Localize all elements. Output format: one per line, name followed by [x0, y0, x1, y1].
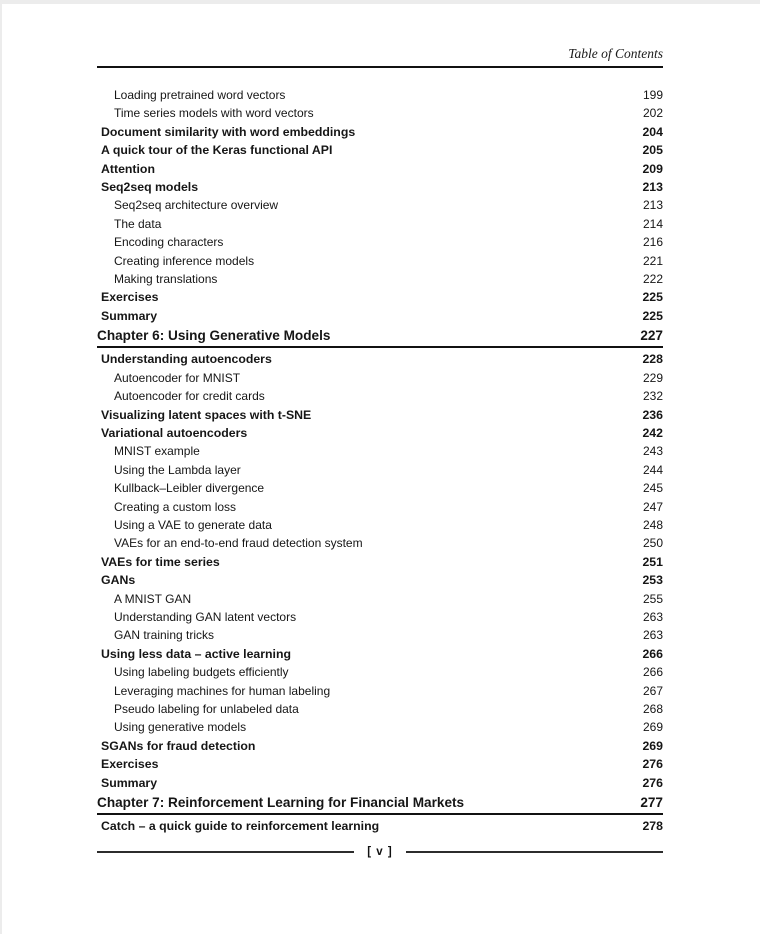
toc-entry-row[interactable] — [97, 626, 663, 644]
toc-entry-label: Chapter 6: Using Generative Models — [97, 328, 331, 344]
toc-entry-page-number: 263 — [642, 628, 663, 643]
toc-entry-row[interactable] — [97, 479, 663, 497]
toc-entry-row[interactable] — [97, 498, 663, 516]
viewer-background-left-edge — [0, 0, 2, 934]
toc-entry-page-number: 243 — [642, 444, 663, 459]
toc-entry-page-number: 245 — [642, 481, 663, 496]
toc-entry-row[interactable] — [97, 178, 663, 196]
toc-entry-page-number: 276 — [642, 757, 663, 772]
toc-entry-page-number: 225 — [642, 290, 663, 305]
toc-chapter-row[interactable] — [97, 792, 663, 815]
toc-entry-row[interactable] — [97, 252, 663, 270]
page-number-marker: [ v ] — [367, 846, 393, 858]
toc-entry-label: Summary — [101, 308, 158, 323]
toc-entry-label: GANs — [101, 573, 136, 588]
toc-entry-page-number: 267 — [642, 683, 663, 698]
toc-entry-page-number: 213 — [642, 180, 663, 195]
book-page — [97, 46, 663, 835]
toc-entry-page-number: 236 — [642, 407, 663, 422]
toc-entry-label: A MNIST GAN — [114, 591, 192, 606]
toc-entry-page-number: 221 — [642, 253, 663, 268]
toc-entry-row[interactable] — [97, 682, 663, 700]
toc-entry-label: Loading pretrained word vectors — [114, 88, 286, 102]
toc-entry-label: Using generative models — [114, 720, 247, 735]
toc-entry-label: Seq2seq models — [101, 180, 199, 195]
toc-entry-label: Pseudo labeling for unlabeled data — [114, 702, 299, 716]
toc-entry-label: Kullback–Leibler divergence — [114, 481, 265, 496]
toc-entry-page-number: 222 — [642, 272, 663, 287]
toc-entry-label: Creating a custom loss — [114, 499, 237, 514]
toc-entry-row[interactable] — [97, 737, 663, 755]
toc-entry-label: Document similarity with word embeddings — [101, 124, 356, 139]
toc-entry-label: Encoding characters — [114, 235, 224, 250]
toc-entry-label: GAN training tricks — [114, 628, 215, 643]
toc-entry-page-number: 266 — [642, 665, 663, 680]
toc-entry-row[interactable] — [97, 196, 663, 214]
toc-entry-page-number: 244 — [642, 462, 663, 477]
toc-entry-page-number: 242 — [642, 425, 663, 440]
page-footer — [97, 846, 663, 858]
toc-entry-page-number: 202 — [642, 106, 663, 121]
toc-entry-page-number: 277 — [640, 795, 663, 811]
toc-entry-label: Using the Lambda layer — [114, 462, 241, 477]
toc-entry-label: Seq2seq architecture overview — [114, 198, 279, 213]
toc-entry-page-number: 214 — [642, 216, 663, 231]
toc-entry-row[interactable] — [97, 387, 663, 405]
toc-entry-row[interactable] — [97, 270, 663, 288]
toc-entry-page-number: 253 — [642, 573, 663, 588]
toc-entry-row[interactable] — [97, 104, 663, 122]
running-header — [97, 46, 663, 68]
toc-entry-page-number: 250 — [642, 536, 663, 551]
toc-entry-label: Using less data – active learning — [101, 646, 291, 661]
toc-entry-label: Autoencoder for MNIST — [114, 370, 241, 385]
toc-entry-row[interactable] — [97, 817, 663, 835]
toc-entry-page-number: 251 — [642, 554, 663, 569]
toc-entry-row[interactable] — [97, 215, 663, 233]
toc-entry-row[interactable] — [97, 160, 663, 178]
toc-entry-label: VAEs for time series — [101, 554, 220, 569]
toc-entry-label: Understanding autoencoders — [101, 352, 272, 367]
toc-entry-page-number: 225 — [642, 308, 663, 323]
toc-entry-page-number: 276 — [642, 775, 663, 790]
footer-left-rule — [97, 851, 354, 853]
toc-chapter-row[interactable] — [97, 325, 663, 348]
toc-entry-label: A quick tour of the Keras functional API — [101, 143, 333, 158]
toc-entry-page-number: 227 — [640, 328, 663, 344]
toc-entry-row[interactable] — [97, 86, 663, 104]
toc-entry-row[interactable] — [97, 571, 663, 589]
toc-entry-label: Using labeling budgets efficiently — [114, 665, 289, 680]
toc-entry-row[interactable] — [97, 442, 663, 460]
toc-entry-label: Time series models with word vectors — [114, 106, 314, 121]
toc-entry-label: Using a VAE to generate data — [114, 517, 272, 532]
toc-entry-row[interactable] — [97, 700, 663, 718]
toc-entry-row[interactable] — [97, 123, 663, 141]
toc-entry-page-number: 228 — [642, 352, 663, 367]
toc-entry-label: Visualizing latent spaces with t-SNE — [101, 407, 312, 422]
toc-entry-row[interactable] — [97, 718, 663, 736]
toc-entry-row[interactable] — [97, 590, 663, 608]
toc-entry-row[interactable] — [97, 369, 663, 387]
toc-entry-page-number: 199 — [642, 88, 663, 102]
toc-entry-row[interactable] — [97, 233, 663, 251]
toc-entry-label: Making translations — [114, 272, 218, 287]
toc-entry-label: Variational autoencoders — [101, 425, 248, 440]
toc-entry-row[interactable] — [97, 774, 663, 792]
footer-right-rule — [406, 851, 663, 853]
toc-entry-page-number: 269 — [642, 720, 663, 735]
toc-entry-row[interactable] — [97, 553, 663, 571]
page-title: Table of Contents — [568, 46, 663, 61]
toc-entry-page-number: 232 — [642, 389, 663, 404]
toc-entry-page-number: 213 — [642, 198, 663, 213]
viewer-background-top-edge — [0, 0, 760, 4]
toc-entry-row[interactable] — [97, 350, 663, 368]
toc-entry-label: Exercises — [101, 757, 159, 772]
toc-entry-row[interactable] — [97, 307, 663, 325]
toc-entry-label: Exercises — [101, 290, 159, 305]
toc-entry-label: Autoencoder for credit cards — [114, 389, 265, 404]
toc-entry-page-number: 263 — [642, 609, 663, 624]
toc-entry-page-number: 255 — [642, 591, 663, 606]
toc-entry-page-number: 229 — [642, 370, 663, 385]
toc-entry-row[interactable] — [97, 461, 663, 479]
toc-entry-label: Chapter 7: Reinforcement Learning for Financial Markets — [97, 795, 465, 811]
toc-entry-label: SGANs for fraud detection — [101, 738, 256, 753]
toc-entry-page-number: 268 — [642, 702, 663, 716]
toc-entry-page-number: 248 — [642, 517, 663, 532]
toc-entry-page-number: 269 — [642, 738, 663, 753]
table-of-contents — [97, 86, 663, 835]
toc-entry-row[interactable] — [97, 755, 663, 773]
toc-entry-label: VAEs for an end-to-end fraud detection system — [114, 536, 363, 551]
toc-entry-page-number: 266 — [642, 646, 663, 661]
toc-entry-page-number: 247 — [642, 499, 663, 514]
toc-entry-row[interactable] — [97, 424, 663, 442]
toc-entry-row[interactable] — [97, 663, 663, 681]
toc-entry-row[interactable] — [97, 608, 663, 626]
toc-entry-label: Summary — [101, 775, 158, 790]
toc-entry-page-number: 209 — [642, 161, 663, 176]
toc-entry-label: Catch – a quick guide to reinforcement learning — [101, 819, 380, 834]
toc-entry-label: Creating inference models — [114, 253, 255, 268]
toc-entry-row[interactable] — [97, 645, 663, 663]
toc-entry-row[interactable] — [97, 288, 663, 306]
toc-entry-row[interactable] — [97, 141, 663, 159]
toc-entry-page-number: 204 — [642, 124, 663, 139]
toc-entry-label: The data — [114, 216, 162, 231]
toc-entry-row[interactable] — [97, 406, 663, 424]
toc-entry-label: Leveraging machines for human labeling — [114, 683, 331, 698]
toc-entry-label: MNIST example — [114, 444, 200, 459]
toc-entry-row[interactable] — [97, 534, 663, 552]
toc-entry-label: Attention — [101, 161, 155, 176]
toc-entry-label: Understanding GAN latent vectors — [114, 609, 297, 624]
toc-entry-page-number: 216 — [642, 235, 663, 250]
toc-entry-page-number: 205 — [642, 143, 663, 158]
toc-entry-page-number: 278 — [642, 819, 663, 834]
toc-entry-row[interactable] — [97, 516, 663, 534]
